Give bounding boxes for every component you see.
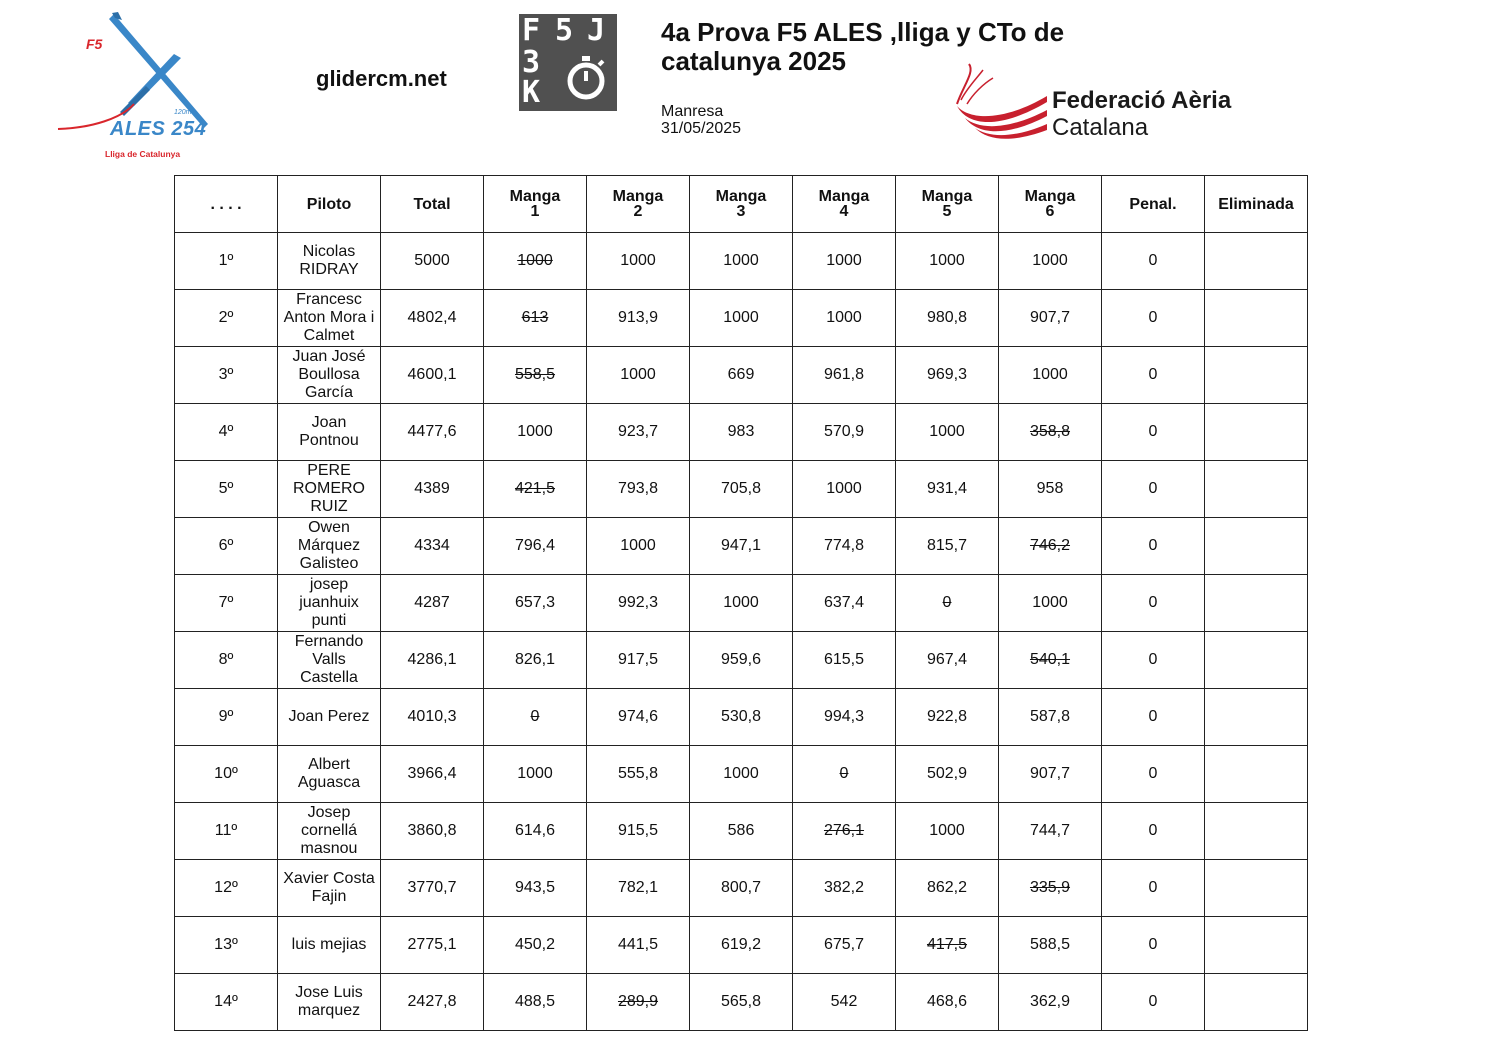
round-score-cell: 915,5 [587, 803, 690, 860]
round-score-cell: 675,7 [793, 917, 896, 974]
round-score-cell: 0 [793, 746, 896, 803]
column-header-number: 4 [839, 203, 849, 220]
round-score-cell: 421,5 [484, 461, 587, 518]
round-score-cell: 923,7 [587, 404, 690, 461]
round-score-cell: 276,1 [793, 803, 896, 860]
column-header-label: Manga [715, 188, 767, 205]
table-row [175, 233, 1308, 290]
round-score-cell: 958 [999, 461, 1102, 518]
pilot-cell: Owen Márquez Galisteo [278, 518, 381, 575]
round-score-cell: 992,3 [587, 575, 690, 632]
eliminated-cell [1205, 404, 1308, 461]
swoosh-icon [953, 60, 1049, 140]
total-cell: 4286,1 [381, 632, 484, 689]
round-score-cell: 588,5 [999, 917, 1102, 974]
results-body [175, 233, 1308, 1031]
table-row [175, 974, 1308, 1031]
table-row [175, 632, 1308, 689]
round-score-cell: 1000 [484, 746, 587, 803]
round-score-cell: 1000 [999, 347, 1102, 404]
round-score-cell: 441,5 [587, 917, 690, 974]
position-cell: 12º [175, 860, 278, 917]
round-score-cell: 983 [690, 404, 793, 461]
round-score-cell: 0 [484, 689, 587, 746]
round-score-cell: 1000 [690, 575, 793, 632]
total-cell: 2427,8 [381, 974, 484, 1031]
round-score-cell: 705,8 [690, 461, 793, 518]
round-score-cell: 0 [896, 575, 999, 632]
round-score-cell: 1000 [793, 461, 896, 518]
table-row [175, 860, 1308, 917]
column-header-number: 1 [530, 203, 540, 220]
total-cell: 3860,8 [381, 803, 484, 860]
ales-brand-label: ALES 254 [110, 118, 207, 140]
pilot-cell: Fernando Valls Castella [278, 632, 381, 689]
column-header-number: 5 [942, 203, 952, 220]
round-score-cell: 335,9 [999, 860, 1102, 917]
round-score-cell: 1000 [690, 290, 793, 347]
position-cell: 7º [175, 575, 278, 632]
pilot-cell: PERE ROMERO RUIZ [278, 461, 381, 518]
penalty-cell: 0 [1102, 974, 1205, 1031]
total-cell: 4389 [381, 461, 484, 518]
eliminated-cell [1205, 689, 1308, 746]
penalty-cell: 0 [1102, 233, 1205, 290]
position-cell: 4º [175, 404, 278, 461]
penalty-cell: 0 [1102, 803, 1205, 860]
round-score-cell: 382,2 [793, 860, 896, 917]
table-row [175, 917, 1308, 974]
total-cell: 3966,4 [381, 746, 484, 803]
results-header [175, 176, 1308, 233]
round-score-cell: 1000 [690, 746, 793, 803]
page-title: 4a Prova F5 ALES ,lliga y CTo de catalunya 2025 [661, 17, 1065, 76]
position-cell: 9º [175, 689, 278, 746]
logo-letter: J [587, 13, 606, 48]
total-cell: 5000 [381, 233, 484, 290]
penalty-cell: 0 [1102, 290, 1205, 347]
eliminated-cell [1205, 974, 1308, 1031]
round-score-cell: 289,9 [587, 974, 690, 1031]
penalty-cell: 0 [1102, 461, 1205, 518]
position-cell: 10º [175, 746, 278, 803]
penalty-cell: 0 [1102, 518, 1205, 575]
eliminated-cell [1205, 518, 1308, 575]
total-cell: 2775,1 [381, 917, 484, 974]
column-header [484, 176, 587, 233]
column-header-number: 3 [736, 203, 746, 220]
eliminated-cell [1205, 575, 1308, 632]
round-score-cell: 1000 [587, 347, 690, 404]
round-score-cell: 922,8 [896, 689, 999, 746]
ales-254-logo [52, 8, 222, 163]
round-score-cell: 815,7 [896, 518, 999, 575]
round-score-cell: 1000 [999, 233, 1102, 290]
round-score-cell: 913,9 [587, 290, 690, 347]
stopwatch-icon [563, 54, 609, 102]
column-header-label: Total [413, 195, 451, 213]
logo-letter: 5 [555, 13, 574, 48]
distance-label: 120m [174, 109, 192, 116]
round-score-cell: 669 [690, 347, 793, 404]
round-score-cell: 615,5 [793, 632, 896, 689]
f5-label: F5 [86, 36, 103, 52]
table-row [175, 290, 1308, 347]
event-info [661, 103, 741, 137]
position-cell: 13º [175, 917, 278, 974]
column-header [1205, 176, 1308, 233]
round-score-cell: 961,8 [793, 347, 896, 404]
round-score-cell: 1000 [587, 518, 690, 575]
penalty-cell: 0 [1102, 917, 1205, 974]
pilot-cell: Josep cornellá masnou [278, 803, 381, 860]
column-header-label: Manga [921, 188, 973, 205]
round-score-cell: 943,5 [484, 860, 587, 917]
position-cell: 2º [175, 290, 278, 347]
column-header-number: 2 [633, 203, 643, 220]
round-score-cell: 917,5 [587, 632, 690, 689]
f5j-f3k-logo [519, 14, 617, 111]
round-score-cell: 1000 [793, 290, 896, 347]
pilot-cell: Nicolas RIDRAY [278, 233, 381, 290]
lliga-label: Lliga de Catalunya [105, 149, 181, 159]
column-header-label: Manga [509, 188, 561, 205]
round-score-cell: 907,7 [999, 746, 1102, 803]
logo-letter: 3 [522, 45, 541, 80]
round-score-cell: 1000 [793, 233, 896, 290]
round-score-cell: 967,4 [896, 632, 999, 689]
total-cell: 4010,3 [381, 689, 484, 746]
eliminated-cell [1205, 917, 1308, 974]
federacio-aeria-logo [953, 60, 1253, 140]
total-cell: 4287 [381, 575, 484, 632]
column-header-label: Penal. [1129, 195, 1177, 213]
column-header [175, 176, 278, 233]
column-header-label: . . . . [210, 195, 242, 213]
position-cell: 3º [175, 347, 278, 404]
column-header [587, 176, 690, 233]
position-cell: 1º [175, 233, 278, 290]
round-score-cell: 587,8 [999, 689, 1102, 746]
position-cell: 14º [175, 974, 278, 1031]
total-cell: 4802,4 [381, 290, 484, 347]
penalty-cell: 0 [1102, 404, 1205, 461]
pilot-cell: Joan Pontnou [278, 404, 381, 461]
round-score-cell: 744,7 [999, 803, 1102, 860]
total-cell: 4334 [381, 518, 484, 575]
pilot-cell: luis mejias [278, 917, 381, 974]
pilot-cell: Francesc Anton Mora i Calmet [278, 290, 381, 347]
table-row [175, 689, 1308, 746]
position-cell: 8º [175, 632, 278, 689]
round-score-cell: 800,7 [690, 860, 793, 917]
penalty-cell: 0 [1102, 746, 1205, 803]
round-score-cell: 994,3 [793, 689, 896, 746]
eliminated-cell [1205, 461, 1308, 518]
round-score-cell: 826,1 [484, 632, 587, 689]
table-row [175, 347, 1308, 404]
penalty-cell: 0 [1102, 689, 1205, 746]
round-score-cell: 570,9 [793, 404, 896, 461]
round-score-cell: 450,2 [484, 917, 587, 974]
round-score-cell: 558,5 [484, 347, 587, 404]
eliminated-cell [1205, 290, 1308, 347]
round-score-cell: 468,6 [896, 974, 999, 1031]
site-name: glidercm.net [316, 66, 447, 91]
column-header-label: Manga [612, 188, 664, 205]
penalty-cell: 0 [1102, 347, 1205, 404]
total-cell: 4600,1 [381, 347, 484, 404]
round-score-cell: 502,9 [896, 746, 999, 803]
round-score-cell: 1000 [999, 575, 1102, 632]
column-header [896, 176, 999, 233]
round-score-cell: 637,4 [793, 575, 896, 632]
round-score-cell: 969,3 [896, 347, 999, 404]
position-cell: 6º [175, 518, 278, 575]
column-header [999, 176, 1102, 233]
column-header-number: 6 [1045, 203, 1055, 220]
round-score-cell: 1000 [484, 233, 587, 290]
penalty-cell: 0 [1102, 860, 1205, 917]
table-row [175, 404, 1308, 461]
round-score-cell: 746,2 [999, 518, 1102, 575]
round-score-cell: 796,4 [484, 518, 587, 575]
federacio-line1: Federació Aèria [1052, 87, 1232, 114]
eliminated-cell [1205, 632, 1308, 689]
round-score-cell: 1000 [896, 404, 999, 461]
round-score-cell: 1000 [484, 404, 587, 461]
table-row [175, 518, 1308, 575]
round-score-cell: 362,9 [999, 974, 1102, 1031]
round-score-cell: 555,8 [587, 746, 690, 803]
pilot-cell: Albert Aguasca [278, 746, 381, 803]
round-score-cell: 974,6 [587, 689, 690, 746]
logo-letter: F [522, 13, 541, 48]
round-score-cell: 931,4 [896, 461, 999, 518]
round-score-cell: 1000 [896, 233, 999, 290]
round-score-cell: 907,7 [999, 290, 1102, 347]
round-score-cell: 1000 [896, 803, 999, 860]
eliminated-cell [1205, 746, 1308, 803]
pilot-cell: Xavier Costa Fajin [278, 860, 381, 917]
column-header-label: Manga [818, 188, 870, 205]
round-score-cell: 540,1 [999, 632, 1102, 689]
round-score-cell: 862,2 [896, 860, 999, 917]
logo-letter: K [522, 75, 541, 110]
round-score-cell: 358,8 [999, 404, 1102, 461]
eliminated-cell [1205, 803, 1308, 860]
round-score-cell: 980,8 [896, 290, 999, 347]
round-score-cell: 565,8 [690, 974, 793, 1031]
event-date: 31/05/2025 [661, 120, 742, 137]
round-score-cell: 488,5 [484, 974, 587, 1031]
column-header [690, 176, 793, 233]
column-header [1102, 176, 1205, 233]
federacio-line2: Catalana [1052, 114, 1149, 141]
column-header [793, 176, 896, 233]
pilot-cell: Joan Perez [278, 689, 381, 746]
pilot-cell: Juan José Boullosa García [278, 347, 381, 404]
column-header-label: Manga [1024, 188, 1076, 205]
eliminated-cell [1205, 860, 1308, 917]
column-header-label: Piloto [306, 195, 352, 213]
round-score-cell: 417,5 [896, 917, 999, 974]
penalty-cell: 0 [1102, 575, 1205, 632]
event-location: Manresa [661, 103, 724, 120]
total-cell: 3770,7 [381, 860, 484, 917]
column-header-label: Eliminada [1218, 195, 1294, 213]
header-row [175, 176, 1308, 233]
position-cell: 5º [175, 461, 278, 518]
table-row [175, 461, 1308, 518]
table-row [175, 746, 1308, 803]
round-score-cell: 530,8 [690, 689, 793, 746]
round-score-cell: 959,6 [690, 632, 793, 689]
round-score-cell: 947,1 [690, 518, 793, 575]
penalty-cell: 0 [1102, 632, 1205, 689]
table-row [175, 575, 1308, 632]
total-cell: 4477,6 [381, 404, 484, 461]
round-score-cell: 1000 [690, 233, 793, 290]
pilot-cell: Jose Luis marquez [278, 974, 381, 1031]
round-score-cell: 782,1 [587, 860, 690, 917]
round-score-cell: 613 [484, 290, 587, 347]
round-score-cell: 793,8 [587, 461, 690, 518]
round-score-cell: 586 [690, 803, 793, 860]
position-cell: 11º [175, 803, 278, 860]
eliminated-cell [1205, 233, 1308, 290]
column-header [381, 176, 484, 233]
results-table [174, 175, 1308, 1031]
round-score-cell: 542 [793, 974, 896, 1031]
round-score-cell: 614,6 [484, 803, 587, 860]
round-score-cell: 1000 [587, 233, 690, 290]
round-score-cell: 619,2 [690, 917, 793, 974]
table-row [175, 803, 1308, 860]
round-score-cell: 657,3 [484, 575, 587, 632]
column-header [278, 176, 381, 233]
eliminated-cell [1205, 347, 1308, 404]
round-score-cell: 774,8 [793, 518, 896, 575]
pilot-cell: josep juanhuix punti [278, 575, 381, 632]
